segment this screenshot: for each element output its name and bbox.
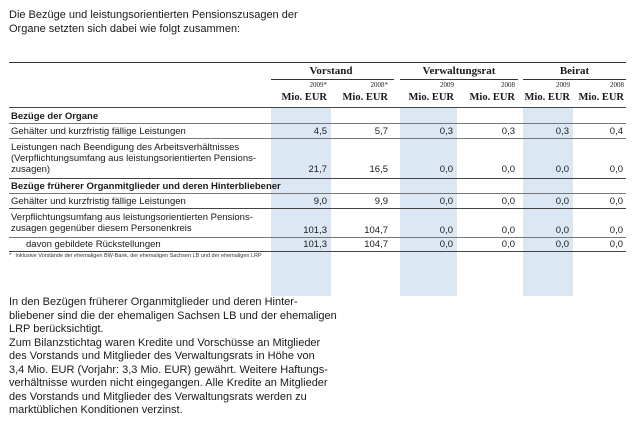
group-verwaltungsrat: Verwaltungsrat [422, 65, 496, 77]
row-rule [9, 193, 626, 194]
cell-value: 9,9 [374, 196, 388, 207]
cell-value: 9,0 [313, 196, 327, 207]
cell-value: 5,7 [374, 126, 388, 137]
cell-value: 101,3 [303, 225, 327, 236]
cell-value: 0,0 [555, 196, 569, 207]
unit-header: Mio. EUR [524, 92, 570, 103]
cell-value: 101,3 [303, 239, 327, 250]
cell-value: 0,3 [555, 126, 569, 137]
row-label: zusagen) [11, 164, 51, 175]
group-rule-beirat [523, 79, 626, 80]
cell-value: 0,0 [501, 196, 515, 207]
cell-value: 0,0 [439, 164, 453, 175]
group-rule-verwaltungsrat [400, 79, 518, 80]
year-header: 2008 [610, 81, 624, 89]
footnote-marker: * [9, 253, 12, 259]
year-header: 2008* [370, 81, 388, 89]
unit-header: Mio. EUR [408, 92, 454, 103]
cell-value: 16,5 [369, 164, 388, 175]
cell-value: 0,4 [609, 126, 623, 137]
row-rule [9, 208, 626, 209]
cell-value: 0,0 [501, 225, 515, 236]
paragraph-line: verhältnisse wurden nicht eingegangen. Alle Kredite an Mitglieder [9, 377, 328, 389]
row-label: Verpflichtungsumfang aus leistungsorientierten Pensions- [11, 212, 253, 223]
group-rule-vorstand [271, 79, 394, 80]
paragraph-line: des Vorstands und Mitglieder des Verwaltungsrats werden zu [9, 390, 307, 403]
unit-header: Mio. EUR [578, 92, 624, 103]
cell-value: 0,3 [439, 126, 453, 137]
cell-value: 21,7 [308, 164, 327, 175]
intro-line: Die Bezüge und leistungsorientierten Pensionszusagen der [9, 9, 298, 21]
table-top-rule [9, 62, 626, 63]
row-label: Leistungen nach Beendigung des Arbeitsverhältnisses [11, 142, 240, 153]
paragraph-line: bliebener sind die der ehemaligen Sachsen LB und der ehemaligen [9, 309, 337, 322]
cell-value: 0,0 [609, 239, 623, 250]
cell-value: 0,3 [501, 126, 515, 137]
table-bottom-rule [9, 251, 626, 252]
row-rule [9, 237, 626, 238]
cell-value: 0,0 [501, 164, 515, 175]
row-label: zusagen gegenüber diesem Personenkreis [11, 223, 192, 234]
year-header: 2009* [309, 81, 327, 89]
unit-header: Mio. EUR [342, 92, 388, 103]
footnote [9, 253, 262, 259]
cell-value: 0,0 [609, 196, 623, 207]
year-header: 2009 [556, 81, 570, 89]
cell-value: 0,0 [439, 239, 453, 250]
intro-text [9, 9, 298, 36]
cell-value: 0,0 [501, 239, 515, 250]
paragraph-line: LRP berücksichtigt. [9, 323, 104, 335]
row-label: Gehälter und kurzfristig fällige Leistungen [11, 126, 186, 137]
intro-line: Organe setzten sich dabei wie folgt zusammen: [9, 22, 241, 35]
paragraph-line: In den Bezügen früherer Organmitglieder und deren Hinter- [9, 296, 298, 308]
group-vorstand: Vorstand [309, 65, 353, 77]
paragraph-line: Zum Bilanzstichtag waren Kredite und Vorschüsse an Mitglieder [9, 336, 321, 349]
section-title: Bezüge früherer Organmitglieder und deren Hinterbliebener [11, 181, 281, 192]
section-rule [9, 178, 626, 179]
cell-value: 0,0 [439, 196, 453, 207]
section-title: Bezüge der Organe [11, 111, 99, 122]
footnote-text: Inklusive Vorstände der ehemaligen BW-Bank, der ehemaligen Sachsen LB und der ehemaligen LRP [15, 253, 262, 259]
row-label: davon gebildete Rückstellungen [26, 239, 161, 250]
cell-value: 104,7 [364, 225, 388, 236]
body-paragraph [9, 296, 337, 418]
cell-value: 0,0 [439, 225, 453, 236]
cell-value: 0,0 [555, 164, 569, 175]
cell-value: 0,0 [555, 225, 569, 236]
cell-value: 104,7 [364, 239, 388, 250]
cell-value: 0,0 [609, 225, 623, 236]
year-header: 2009 [440, 81, 454, 89]
row-rule [9, 123, 626, 124]
header-rule [9, 107, 626, 108]
paragraph-line: marktüblichen Konditionen verzinst. [9, 404, 183, 416]
row-rule [9, 138, 626, 139]
cell-value: 0,0 [555, 239, 569, 250]
cell-value: 0,0 [609, 164, 623, 175]
row-label: (Verpflichtungsumfang aus leistungsorientierten Pensions- [11, 153, 257, 164]
paragraph-line: des Vorstands und Mitglieder des Verwaltungsrats in Höhe von [9, 350, 315, 362]
paragraph-line: 3,4 Mio. EUR (Vorjahr: 3,3 Mio. EUR) gewährt. Weitere Haftungs- [9, 363, 328, 376]
group-beirat: Beirat [559, 65, 590, 77]
year-header: 2008 [501, 81, 515, 89]
unit-header: Mio. EUR [469, 92, 515, 103]
cell-value: 4,5 [313, 126, 327, 137]
unit-header: Mio. EUR [281, 92, 327, 103]
row-label: Gehälter und kurzfristig fällige Leistungen [11, 196, 186, 207]
